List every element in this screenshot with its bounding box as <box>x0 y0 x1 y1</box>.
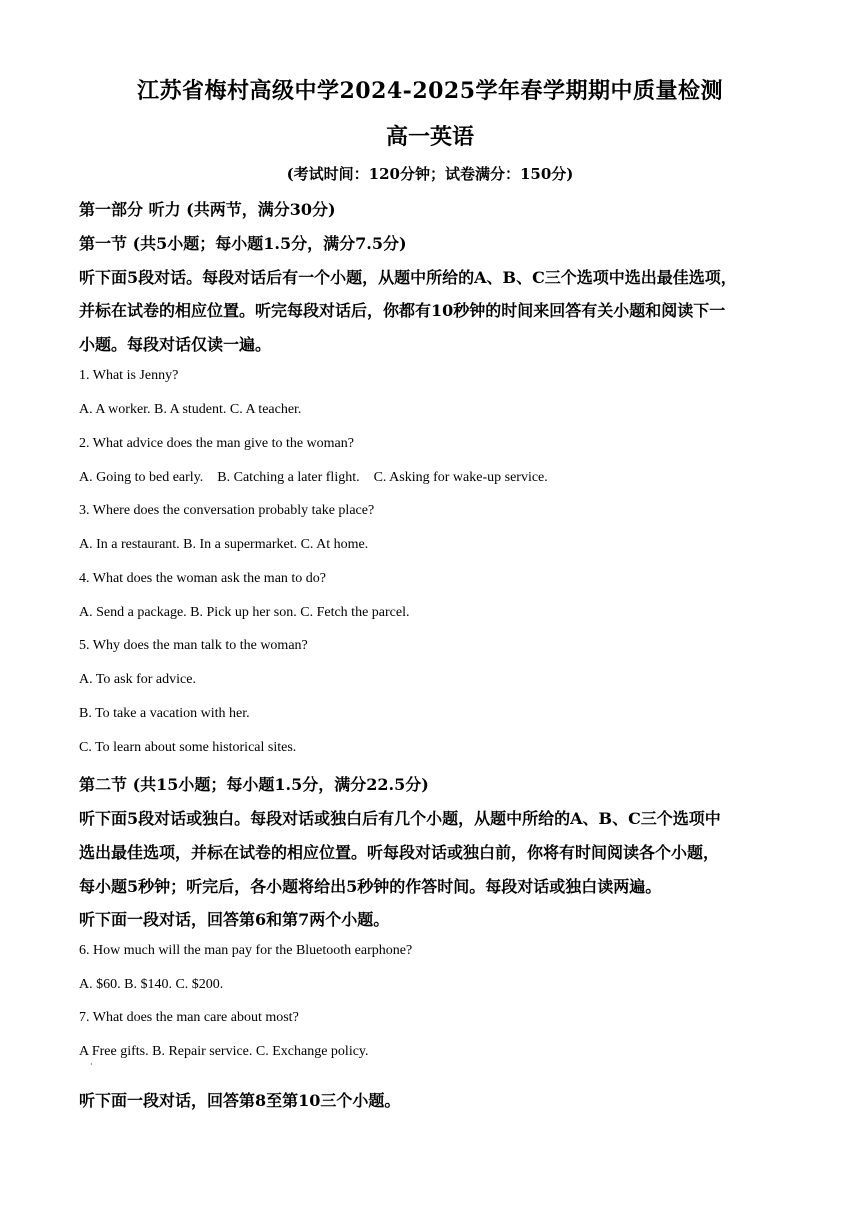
section2-instruction-line: 每小题5秒钟；听完后，各小题将给出5秒钟的作答时间。每段对话或独白读两遍。 <box>79 877 662 896</box>
exam-title: 江苏省梅村高级中学2024-2025学年春学期期中质量检测 <box>136 78 724 104</box>
question-5-option-c: C. To learn about some historical sites. <box>79 740 297 755</box>
option-b: B. Catching a later flight. <box>217 470 360 485</box>
question-7-stem: 7. What does the man care about most? <box>79 1010 299 1025</box>
dialog-instruction: 听下面一段对话，回答第8至第10三个小题。 <box>79 1091 401 1110</box>
section1-instruction-line: 小题。每段对话仅读一遍。 <box>79 335 272 354</box>
stray-dot-mark: · <box>90 1060 93 1069</box>
question-2-stem: 2. What advice does the man give to the woman? <box>79 436 354 451</box>
section1-instruction-line: 听下面5段对话。每段对话后有一个小题，从题中所给的A、B、C三个选项中选出最佳选项， <box>79 268 737 287</box>
question-6-stem: 6. How much will the man pay for the Bluetooth earphone? <box>79 943 413 958</box>
question-4-options: A. Send a package. B. Pick up her son. C. Fetch the parcel. <box>79 605 410 620</box>
exam-subject: 高一英语 <box>385 124 474 150</box>
question-1-stem: 1. What is Jenny? <box>79 368 179 383</box>
question-5-option-a: A. To ask for advice. <box>79 672 196 687</box>
question-5-option-b: B. To take a vacation with her. <box>79 706 250 721</box>
question-1-options: A. A worker. B. A student. C. A teacher. <box>79 402 302 417</box>
section1-heading: 第一节 (共5小题；每小题1.5分，满分7.5分) <box>79 234 407 253</box>
question-6-options: A. $60. B. $140. C. $200. <box>79 977 224 992</box>
section2-instruction-line: 选出最佳选项，并标在试卷的相应位置。听每段对话或独白前，你将有时间阅读各个小题， <box>79 843 720 862</box>
option-c: C. Asking for wake-up service. <box>373 470 548 485</box>
part1-heading: 第一部分 听力 (共两节，满分30分) <box>79 200 336 219</box>
question-4-stem: 4. What does the woman ask the man to do? <box>79 571 327 586</box>
question-3-stem: 3. Where does the conversation probably take place? <box>79 503 375 518</box>
dialog-instruction: 听下面一段对话，回答第6和第7两个小题。 <box>79 910 390 929</box>
section1-instruction-line: 并标在试卷的相应位置。听完每段对话后，你都有10秒钟的时间来回答有关小题和阅读下一 <box>79 301 726 320</box>
section2-heading: 第二节 (共15小题；每小题1.5分，满分22.5分) <box>79 775 429 794</box>
exam-info: (考试时间：120分钟；试卷满分：150分) <box>286 165 574 183</box>
question-7-options: A Free gifts. B. Repair service. C. Exchange policy. <box>79 1044 369 1059</box>
option-a: A. Going to bed early. <box>79 470 204 485</box>
question-2-options <box>79 470 548 486</box>
question-5-stem: 5. Why does the man talk to the woman? <box>79 638 308 653</box>
section2-instruction-line: 听下面5段对话或独白。每段对话或独白后有几个小题，从题中所给的A、B、C三个选项中 <box>79 809 721 828</box>
question-3-options: A. In a restaurant. B. In a supermarket. C. At home. <box>79 537 369 552</box>
